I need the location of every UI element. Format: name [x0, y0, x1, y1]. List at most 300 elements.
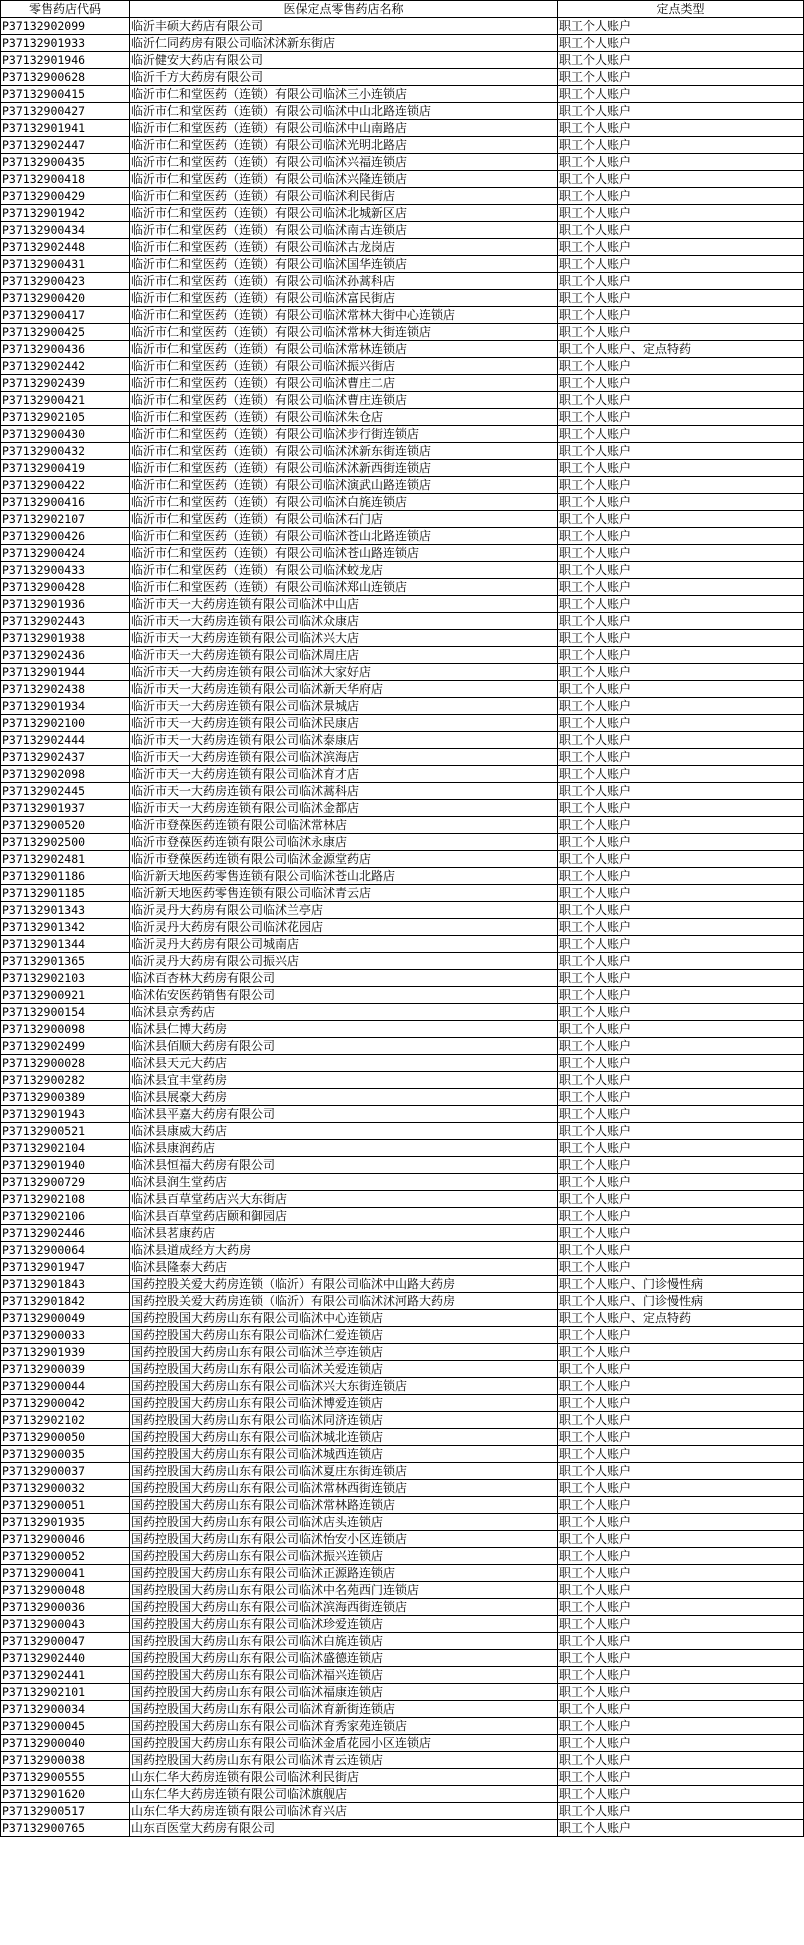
cell-type: 职工个人账户 — [558, 1633, 804, 1650]
cell-name: 国药控股国大药房山东有限公司临沭正源路连锁店 — [130, 1565, 558, 1582]
cell-name: 国药控股国大药房山东有限公司临沭振兴连锁店 — [130, 1548, 558, 1565]
table-row — [1, 800, 804, 817]
cell-type: 职工个人账户 — [558, 392, 804, 409]
cell-type: 职工个人账户 — [558, 1582, 804, 1599]
table-row — [1, 1820, 804, 1837]
cell-type: 职工个人账户 — [558, 1752, 804, 1769]
cell-name: 临沂市仁和堂医药（连锁）有限公司临沭演武山路连锁店 — [130, 477, 558, 494]
table-row — [1, 443, 804, 460]
table-row — [1, 1140, 804, 1157]
table-row — [1, 205, 804, 222]
cell-type: 职工个人账户 — [558, 188, 804, 205]
table-row — [1, 1174, 804, 1191]
table-row — [1, 1565, 804, 1582]
cell-code: P37132900415 — [1, 86, 130, 103]
cell-type: 职工个人账户 — [558, 1667, 804, 1684]
cell-name: 国药控股国大药房山东有限公司临沭博爱连锁店 — [130, 1395, 558, 1412]
table-row — [1, 579, 804, 596]
cell-type: 职工个人账户 — [558, 1463, 804, 1480]
cell-name: 国药控股国大药房山东有限公司临沭城西连锁店 — [130, 1446, 558, 1463]
cell-type: 职工个人账户、门诊慢性病 — [558, 1293, 804, 1310]
cell-type: 职工个人账户 — [558, 1021, 804, 1038]
table-row — [1, 154, 804, 171]
table-row — [1, 256, 804, 273]
cell-name: 临沭佑安医药销售有限公司 — [130, 987, 558, 1004]
cell-code: P37132901943 — [1, 1106, 130, 1123]
cell-type: 职工个人账户 — [558, 596, 804, 613]
cell-type: 职工个人账户 — [558, 137, 804, 154]
table-row — [1, 953, 804, 970]
table-row — [1, 392, 804, 409]
cell-name: 临沂市仁和堂医药（连锁）有限公司临沭常林大街连锁店 — [130, 324, 558, 341]
cell-name: 临沂市仁和堂医药（连锁）有限公司临沭孙蒿科店 — [130, 273, 558, 290]
table-row — [1, 1293, 804, 1310]
cell-name: 临沂市仁和堂医药（连锁）有限公司临沭曹庄连锁店 — [130, 392, 558, 409]
cell-name: 临沂市天一大药房连锁有限公司临沭兴大店 — [130, 630, 558, 647]
cell-name: 临沭县百草堂药店兴大东街店 — [130, 1191, 558, 1208]
cell-name: 临沂市仁和堂医药（连锁）有限公司临沭蛟龙店 — [130, 562, 558, 579]
cell-type: 职工个人账户 — [558, 290, 804, 307]
cell-name: 临沂市仁和堂医药（连锁）有限公司临沭古龙岗店 — [130, 239, 558, 256]
cell-code: P37132901937 — [1, 800, 130, 817]
cell-type: 职工个人账户 — [558, 681, 804, 698]
table-row — [1, 494, 804, 511]
table-row — [1, 1769, 804, 1786]
cell-code: P37132900037 — [1, 1463, 130, 1480]
cell-name: 临沂市登葆医药连锁有限公司临沭常林店 — [130, 817, 558, 834]
cell-name: 国药控股国大药房山东有限公司临沭珍爱连锁店 — [130, 1616, 558, 1633]
table-row — [1, 783, 804, 800]
cell-code: P37132900035 — [1, 1446, 130, 1463]
cell-code: P37132900051 — [1, 1497, 130, 1514]
cell-type: 职工个人账户 — [558, 1327, 804, 1344]
cell-type: 职工个人账户 — [558, 1106, 804, 1123]
cell-name: 临沂市天一大药房连锁有限公司临沭大家好店 — [130, 664, 558, 681]
table-row — [1, 477, 804, 494]
cell-name: 临沂灵丹大药房有限公司城南店 — [130, 936, 558, 953]
cell-name: 临沂市仁和堂医药（连锁）有限公司临沭三小连锁店 — [130, 86, 558, 103]
cell-type: 职工个人账户 — [558, 1038, 804, 1055]
cell-name: 山东百医堂大药房有限公司 — [130, 1820, 558, 1837]
cell-name: 临沂市天一大药房连锁有限公司临沭新天华府店 — [130, 681, 558, 698]
cell-name: 国药控股国大药房山东有限公司临沭盛德连锁店 — [130, 1650, 558, 1667]
table-row — [1, 103, 804, 120]
table-row — [1, 86, 804, 103]
cell-name: 临沂仁同药房有限公司临沭沭新东街店 — [130, 35, 558, 52]
table-row — [1, 1701, 804, 1718]
cell-name: 临沂市仁和堂医药（连锁）有限公司临沭曹庄二店 — [130, 375, 558, 392]
cell-name: 临沂市仁和堂医药（连锁）有限公司临沭白旄连锁店 — [130, 494, 558, 511]
cell-code: P37132902440 — [1, 1650, 130, 1667]
cell-name: 临沭县宜丰堂药房 — [130, 1072, 558, 1089]
cell-type: 职工个人账户 — [558, 1599, 804, 1616]
cell-code: P37132900154 — [1, 1004, 130, 1021]
cell-code: P37132900417 — [1, 307, 130, 324]
table-row — [1, 919, 804, 936]
cell-code: P37132902439 — [1, 375, 130, 392]
cell-name: 临沂市天一大药房连锁有限公司临沭民康店 — [130, 715, 558, 732]
cell-name: 国药控股国大药房山东有限公司临沭金盾花园小区连锁店 — [130, 1735, 558, 1752]
cell-type: 职工个人账户 — [558, 477, 804, 494]
cell-name: 临沂新天地医药零售连锁有限公司临沭青云店 — [130, 885, 558, 902]
cell-code: P37132901344 — [1, 936, 130, 953]
cell-code: P37132900433 — [1, 562, 130, 579]
table-row — [1, 52, 804, 69]
table-row — [1, 681, 804, 698]
table-body — [1, 18, 804, 1837]
cell-type: 职工个人账户 — [558, 1514, 804, 1531]
table-row — [1, 18, 804, 35]
cell-code: P37132902446 — [1, 1225, 130, 1242]
cell-type: 职工个人账户 — [558, 1412, 804, 1429]
cell-type: 职工个人账户 — [558, 1208, 804, 1225]
cell-type: 职工个人账户 — [558, 409, 804, 426]
cell-type: 职工个人账户 — [558, 1140, 804, 1157]
table-row — [1, 1412, 804, 1429]
table-row — [1, 171, 804, 188]
cell-type: 职工个人账户 — [558, 171, 804, 188]
cell-code: P37132901944 — [1, 664, 130, 681]
cell-code: P37132902101 — [1, 1684, 130, 1701]
cell-code: P37132902100 — [1, 715, 130, 732]
cell-name: 山东仁华大药房连锁有限公司临沭利民街店 — [130, 1769, 558, 1786]
cell-code: P37132900426 — [1, 528, 130, 545]
table-row — [1, 596, 804, 613]
cell-type: 职工个人账户 — [558, 562, 804, 579]
cell-name: 国药控股国大药房山东有限公司临沭中心连锁店 — [130, 1310, 558, 1327]
cell-code: P37132902500 — [1, 834, 130, 851]
table-row — [1, 35, 804, 52]
cell-type: 职工个人账户 — [558, 1225, 804, 1242]
cell-type: 职工个人账户 — [558, 970, 804, 987]
cell-name: 临沭县茗康药店 — [130, 1225, 558, 1242]
cell-code: P37132900052 — [1, 1548, 130, 1565]
cell-name: 临沂健安大药店有限公司 — [130, 52, 558, 69]
table-row — [1, 715, 804, 732]
cell-name: 国药控股国大药房山东有限公司临沭青云连锁店 — [130, 1752, 558, 1769]
cell-code: P37132901942 — [1, 205, 130, 222]
cell-name: 临沭县康威大药店 — [130, 1123, 558, 1140]
table-row — [1, 341, 804, 358]
table-row — [1, 834, 804, 851]
cell-code: P37132900416 — [1, 494, 130, 511]
cell-type: 职工个人账户 — [558, 1429, 804, 1446]
cell-code: P37132901365 — [1, 953, 130, 970]
cell-type: 职工个人账户 — [558, 783, 804, 800]
cell-type: 职工个人账户 — [558, 120, 804, 137]
cell-type: 职工个人账户 — [558, 1123, 804, 1140]
cell-name: 临沂市仁和堂医药（连锁）有限公司临沭郑山连锁店 — [130, 579, 558, 596]
cell-code: P37132902437 — [1, 749, 130, 766]
cell-code: P37132900034 — [1, 1701, 130, 1718]
cell-code: P37132900419 — [1, 460, 130, 477]
cell-name: 临沂市仁和堂医药（连锁）有限公司临沭沭新东街连锁店 — [130, 443, 558, 460]
table-row — [1, 987, 804, 1004]
cell-name: 国药控股国大药房山东有限公司临沭仁爱连锁店 — [130, 1327, 558, 1344]
cell-name: 国药控股国大药房山东有限公司临沭常林路连锁店 — [130, 1497, 558, 1514]
cell-type: 职工个人账户 — [558, 426, 804, 443]
cell-name: 临沭县百草堂药店颐和御园店 — [130, 1208, 558, 1225]
cell-type: 职工个人账户 — [558, 1055, 804, 1072]
cell-code: P37132902443 — [1, 613, 130, 630]
cell-type: 职工个人账户 — [558, 35, 804, 52]
cell-type: 职工个人账户 — [558, 902, 804, 919]
table-row — [1, 1463, 804, 1480]
table-row — [1, 970, 804, 987]
cell-type: 职工个人账户 — [558, 273, 804, 290]
cell-type: 职工个人账户 — [558, 987, 804, 1004]
cell-name: 临沂市仁和堂医药（连锁）有限公司临沭常林大街中心连锁店 — [130, 307, 558, 324]
cell-name: 国药控股国大药房山东有限公司临沭育秀家苑连锁店 — [130, 1718, 558, 1735]
cell-name: 临沭县隆泰大药店 — [130, 1259, 558, 1276]
cell-code: P37132900555 — [1, 1769, 130, 1786]
cell-code: P37132901620 — [1, 1786, 130, 1803]
cell-type: 职工个人账户 — [558, 1480, 804, 1497]
cell-code: P37132900033 — [1, 1327, 130, 1344]
cell-code: P37132901936 — [1, 596, 130, 613]
table-row — [1, 1004, 804, 1021]
cell-name: 临沂市仁和堂医药（连锁）有限公司临沭沭新西街连锁店 — [130, 460, 558, 477]
cell-type: 职工个人账户 — [558, 1701, 804, 1718]
table-row — [1, 1021, 804, 1038]
cell-code: P37132900434 — [1, 222, 130, 239]
cell-code: P37132901343 — [1, 902, 130, 919]
table-row — [1, 1157, 804, 1174]
cell-name: 临沂市仁和堂医药（连锁）有限公司临沭朱仓店 — [130, 409, 558, 426]
table-row — [1, 426, 804, 443]
table-row — [1, 1259, 804, 1276]
table-row — [1, 817, 804, 834]
cell-code: P37132900425 — [1, 324, 130, 341]
table-row — [1, 732, 804, 749]
cell-name: 临沭县平嘉大药房有限公司 — [130, 1106, 558, 1123]
table-row — [1, 1531, 804, 1548]
cell-name: 临沂灵丹大药房有限公司振兴店 — [130, 953, 558, 970]
cell-name: 临沂丰硕大药店有限公司 — [130, 18, 558, 35]
table-row — [1, 1582, 804, 1599]
cell-code: P37132900430 — [1, 426, 130, 443]
cell-type: 职工个人账户、定点特药 — [558, 1310, 804, 1327]
cell-name: 临沂市天一大药房连锁有限公司临沭育才店 — [130, 766, 558, 783]
cell-type: 职工个人账户 — [558, 154, 804, 171]
cell-type: 职工个人账户 — [558, 256, 804, 273]
cell-code: P37132902442 — [1, 358, 130, 375]
cell-code: P37132900028 — [1, 1055, 130, 1072]
table-row — [1, 1803, 804, 1820]
cell-name: 国药控股国大药房山东有限公司临沭兰亭连锁店 — [130, 1344, 558, 1361]
cell-type: 职工个人账户 — [558, 239, 804, 256]
cell-code: P37132900420 — [1, 290, 130, 307]
table-row — [1, 647, 804, 664]
table-row — [1, 1310, 804, 1327]
table-row — [1, 120, 804, 137]
cell-code: P37132902102 — [1, 1412, 130, 1429]
table-row — [1, 290, 804, 307]
cell-type: 职工个人账户 — [558, 324, 804, 341]
cell-code: P37132901934 — [1, 698, 130, 715]
table-row — [1, 1667, 804, 1684]
table-row — [1, 1038, 804, 1055]
cell-code: P37132902104 — [1, 1140, 130, 1157]
cell-code: P37132902445 — [1, 783, 130, 800]
cell-name: 临沭县京秀药店 — [130, 1004, 558, 1021]
cell-name: 临沂灵丹大药房有限公司临沭花园店 — [130, 919, 558, 936]
cell-code: P37132901935 — [1, 1514, 130, 1531]
cell-type: 职工个人账户 — [558, 1735, 804, 1752]
table-row — [1, 630, 804, 647]
cell-name: 临沭县恒福大药房有限公司 — [130, 1157, 558, 1174]
cell-name: 国药控股关爱大药房连锁（临沂）有限公司临沭中山路大药房 — [130, 1276, 558, 1293]
cell-type: 职工个人账户 — [558, 1769, 804, 1786]
cell-type: 职工个人账户 — [558, 953, 804, 970]
cell-code: P37132900429 — [1, 188, 130, 205]
cell-name: 临沂市登葆医药连锁有限公司临沭金源堂药店 — [130, 851, 558, 868]
table-row — [1, 1072, 804, 1089]
table-row — [1, 324, 804, 341]
cell-type: 职工个人账户 — [558, 1548, 804, 1565]
cell-type: 职工个人账户 — [558, 1650, 804, 1667]
cell-name: 国药控股国大药房山东有限公司临沭中名苑西门连锁店 — [130, 1582, 558, 1599]
cell-name: 临沂市仁和堂医药（连锁）有限公司临沭苍山北路连锁店 — [130, 528, 558, 545]
cell-type: 职工个人账户 — [558, 358, 804, 375]
cell-type: 职工个人账户 — [558, 1157, 804, 1174]
cell-name: 临沭县天元大药店 — [130, 1055, 558, 1072]
table-row — [1, 69, 804, 86]
cell-type: 职工个人账户 — [558, 1497, 804, 1514]
cell-type: 职工个人账户 — [558, 579, 804, 596]
table-row — [1, 1055, 804, 1072]
table-row — [1, 1089, 804, 1106]
cell-type: 职工个人账户 — [558, 205, 804, 222]
cell-name: 临沂市天一大药房连锁有限公司临沭蒿科店 — [130, 783, 558, 800]
table-row — [1, 1106, 804, 1123]
cell-name: 临沂市仁和堂医药（连锁）有限公司临沭光明北路店 — [130, 137, 558, 154]
cell-type: 职工个人账户 — [558, 460, 804, 477]
cell-name: 临沂市登葆医药连锁有限公司临沭永康店 — [130, 834, 558, 851]
table-row — [1, 1752, 804, 1769]
table-row — [1, 545, 804, 562]
cell-type: 职工个人账户 — [558, 851, 804, 868]
cell-type: 职工个人账户 — [558, 511, 804, 528]
cell-name: 临沂市仁和堂医药（连锁）有限公司临沭石门店 — [130, 511, 558, 528]
table-row — [1, 1344, 804, 1361]
table-row — [1, 1327, 804, 1344]
cell-type: 职工个人账户 — [558, 1684, 804, 1701]
cell-name: 国药控股国大药房山东有限公司临沭同济连锁店 — [130, 1412, 558, 1429]
cell-name: 临沂新天地医药零售连锁有限公司临沭苍山北路店 — [130, 868, 558, 885]
cell-type: 职工个人账户 — [558, 545, 804, 562]
cell-type: 职工个人账户 — [558, 936, 804, 953]
cell-code: P37132900098 — [1, 1021, 130, 1038]
cell-type: 职工个人账户 — [558, 647, 804, 664]
table-row — [1, 851, 804, 868]
cell-type: 职工个人账户 — [558, 1820, 804, 1837]
cell-type: 职工个人账户 — [558, 919, 804, 936]
table-row — [1, 222, 804, 239]
cell-type: 职工个人账户 — [558, 715, 804, 732]
cell-code: P37132902444 — [1, 732, 130, 749]
table-row — [1, 1633, 804, 1650]
cell-name: 临沂市仁和堂医药（连锁）有限公司临沭南古连锁店 — [130, 222, 558, 239]
table-row — [1, 460, 804, 477]
cell-type: 职工个人账户 — [558, 1395, 804, 1412]
cell-type: 职工个人账户 — [558, 52, 804, 69]
cell-code: P37132900921 — [1, 987, 130, 1004]
table-row — [1, 766, 804, 783]
cell-code: P37132902499 — [1, 1038, 130, 1055]
table-row — [1, 1429, 804, 1446]
cell-code: P37132900424 — [1, 545, 130, 562]
header-row — [1, 1, 804, 18]
cell-code: P37132900049 — [1, 1310, 130, 1327]
cell-type: 职工个人账户 — [558, 1242, 804, 1259]
cell-type: 职工个人账户 — [558, 1446, 804, 1463]
cell-code: P37132900038 — [1, 1752, 130, 1769]
cell-name: 临沭县道成经方大药房 — [130, 1242, 558, 1259]
table-row — [1, 1395, 804, 1412]
cell-name: 国药控股国大药房山东有限公司临沭福康连锁店 — [130, 1684, 558, 1701]
header-code: 零售药店代码 — [1, 1, 130, 18]
cell-code: P37132900282 — [1, 1072, 130, 1089]
cell-name: 国药控股国大药房山东有限公司临沭怡安小区连锁店 — [130, 1531, 558, 1548]
cell-name: 临沂市仁和堂医药（连锁）有限公司临沭苍山路连锁店 — [130, 545, 558, 562]
cell-code: P37132901947 — [1, 1259, 130, 1276]
table-row — [1, 1497, 804, 1514]
cell-code: P37132901186 — [1, 868, 130, 885]
cell-name: 临沂千方大药房有限公司 — [130, 69, 558, 86]
cell-name: 临沂市仁和堂医药（连锁）有限公司临沭兴隆连锁店 — [130, 171, 558, 188]
cell-name: 国药控股关爱大药房连锁（临沂）有限公司临沭沭河路大药房 — [130, 1293, 558, 1310]
cell-code: P37132900521 — [1, 1123, 130, 1140]
table-row — [1, 528, 804, 545]
cell-code: P37132902448 — [1, 239, 130, 256]
cell-name: 临沂市天一大药房连锁有限公司临沭泰康店 — [130, 732, 558, 749]
cell-code: P37132902098 — [1, 766, 130, 783]
cell-name: 山东仁华大药房连锁有限公司临沭育兴店 — [130, 1803, 558, 1820]
cell-type: 职工个人账户 — [558, 630, 804, 647]
cell-code: P37132902436 — [1, 647, 130, 664]
cell-name: 临沭县康润药店 — [130, 1140, 558, 1157]
table-row — [1, 1735, 804, 1752]
cell-name: 临沂灵丹大药房有限公司临沭兰亭店 — [130, 902, 558, 919]
cell-type: 职工个人账户 — [558, 1786, 804, 1803]
cell-type: 职工个人账户 — [558, 18, 804, 35]
cell-type: 职工个人账户 — [558, 494, 804, 511]
cell-code: P37132902107 — [1, 511, 130, 528]
cell-type: 职工个人账户 — [558, 1361, 804, 1378]
cell-name: 临沂市仁和堂医药（连锁）有限公司临沭利民街店 — [130, 188, 558, 205]
cell-code: P37132901843 — [1, 1276, 130, 1293]
table-row — [1, 1684, 804, 1701]
cell-code: P37132902103 — [1, 970, 130, 987]
table-row — [1, 664, 804, 681]
table-row — [1, 936, 804, 953]
cell-name: 临沂市仁和堂医药（连锁）有限公司临沭步行街连锁店 — [130, 426, 558, 443]
cell-name: 国药控股国大药房山东有限公司临沭夏庄东街连锁店 — [130, 1463, 558, 1480]
cell-name: 临沭百杏林大药房有限公司 — [130, 970, 558, 987]
cell-name: 山东仁华大药房连锁有限公司临沭旗舰店 — [130, 1786, 558, 1803]
cell-code: P37132900389 — [1, 1089, 130, 1106]
cell-name: 临沂市天一大药房连锁有限公司临沭滨海店 — [130, 749, 558, 766]
cell-type: 职工个人账户 — [558, 86, 804, 103]
cell-name: 国药控股国大药房山东有限公司临沭白旄连锁店 — [130, 1633, 558, 1650]
cell-type: 职工个人账户 — [558, 1072, 804, 1089]
table-row — [1, 1191, 804, 1208]
cell-type: 职工个人账户 — [558, 1718, 804, 1735]
cell-type: 职工个人账户、定点特药 — [558, 341, 804, 358]
cell-type: 职工个人账户 — [558, 1174, 804, 1191]
cell-name: 临沂市天一大药房连锁有限公司临沭金都店 — [130, 800, 558, 817]
